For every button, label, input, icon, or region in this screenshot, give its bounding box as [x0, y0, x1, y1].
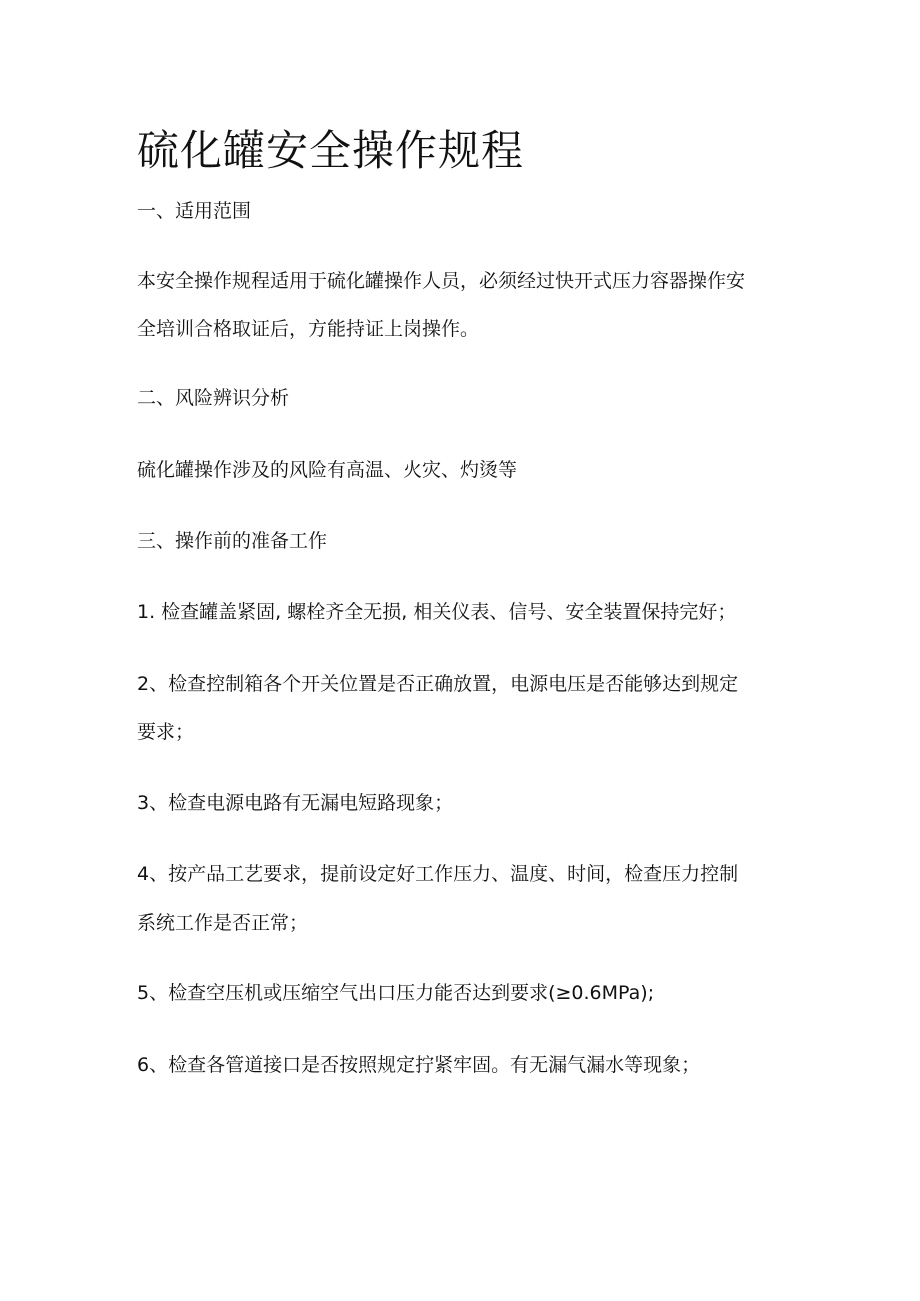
preparation-item-6: 6、检查各管道接口是否按照规定拧紧牢固。有无漏气漏水等现象； [137, 1054, 701, 1076]
section-heading-preparation: 三、操作前的准备工作 [137, 530, 328, 552]
preparation-item-2-line-1: 2、检查控制箱各个开关位置是否正确放置，电源电压是否能够达到规定 [137, 673, 739, 695]
section-heading-risk: 二、风险辨识分析 [137, 387, 290, 409]
preparation-item-5: 5、检查空压机或压缩空气出口压力能否达到要求(≥0.6MPa); [137, 982, 655, 1004]
scope-text-line-1: 本安全操作规程适用于硫化罐操作人员，必须经过快开式压力容器操作安 [137, 270, 746, 292]
preparation-item-1: 1. 检查罐盖紧固, 螺栓齐全无损, 相关仪表、信号、安全装置保持完好； [137, 601, 737, 623]
section-heading-scope: 一、适用范围 [137, 200, 252, 222]
preparation-item-2-line-2: 要求； [137, 721, 195, 743]
preparation-item-3: 3、检查电源电路有无漏电短路现象； [137, 792, 454, 814]
scope-text-line-2: 全培训合格取证后，方能持证上岗操作。 [137, 318, 480, 340]
preparation-item-4-line-1: 4、按产品工艺要求，提前设定好工作压力、温度、时间，检查压力控制 [137, 863, 739, 885]
document-title: 硫化罐安全操作规程 [137, 126, 525, 175]
risk-text: 硫化罐操作涉及的风险有高温、火灾、灼烫等 [137, 459, 518, 481]
preparation-item-4-line-2: 系统工作是否正常； [137, 912, 309, 934]
